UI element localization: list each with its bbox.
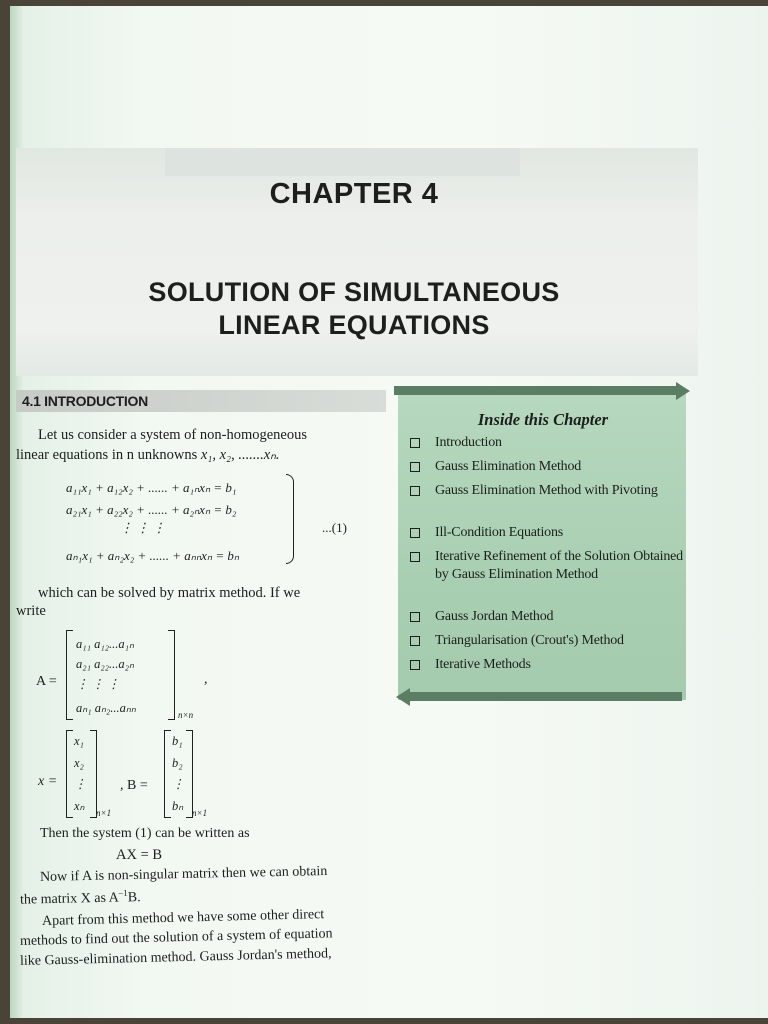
vector-b-right-bracket — [186, 730, 193, 818]
then-text: Then the system (1) can be written as — [40, 826, 250, 841]
matrix-a-comma: , — [204, 672, 208, 687]
toc-item-gauss-pivoting[interactable] — [410, 482, 690, 500]
toc-item-label: Iterative Refinement of the Solution Obtained by Gauss Elimination Method — [435, 549, 683, 582]
matrix-text-line1: which can be solved by matrix method. If we — [38, 585, 301, 601]
apart-line3: like Gauss-elimination method. Gauss Jordan's method, — [19, 946, 332, 969]
equation-row-n: aₙ₁x₁ + aₙ₂x₂ + ...... + aₙₙxₙ = bₙ — [66, 548, 240, 563]
vector-x-row-2: x₂ — [74, 756, 84, 770]
chapter-title — [10, 276, 698, 342]
intro-line1: Let us consider a system of non-homogeneous — [38, 427, 308, 443]
vector-b-row-3: ⋮ — [172, 777, 185, 791]
vector-x-row-3: ⋮ — [74, 777, 87, 791]
matrix-a-label: A = — [36, 674, 57, 689]
checkbox-icon — [410, 462, 420, 472]
vector-x-size: n×1 — [96, 808, 112, 818]
checkbox-icon — [410, 486, 420, 496]
equation-row-2: a₂₁x₁ + a₂₂x₂ + ...... + a₂ₙxₙ = b₂ — [66, 502, 237, 517]
vector-b-row-1: b₁ — [172, 734, 183, 748]
vector-b-left-bracket — [164, 730, 171, 818]
vector-x-right-bracket — [90, 730, 97, 818]
textbook-page — [10, 6, 768, 1018]
top-arrow-bar — [394, 386, 678, 395]
equation-row-dots: ⋮ ⋮ ⋮ — [120, 520, 166, 535]
equation-brace — [286, 474, 294, 564]
inverse-exponent: –1 — [118, 887, 128, 898]
checkbox-icon — [410, 612, 420, 622]
vector-x-row-1: x₁ — [74, 734, 84, 748]
arrow-right-icon — [676, 382, 690, 400]
arrow-left-icon — [396, 688, 410, 706]
matrix-a-row-2: a₂₁ a₂₂...a₂ₙ — [76, 657, 134, 671]
toc-item-label: Gauss Elimination Method — [435, 459, 582, 474]
chapter-header-tab — [165, 148, 520, 176]
vector-b-row-2: b₂ — [172, 756, 183, 770]
toc-item-label: Ill-Condition Equations — [435, 525, 564, 540]
apart-line2: methods to find out the solution of a system of equation — [19, 926, 333, 949]
toc-item-triangularisation[interactable] — [410, 632, 690, 650]
matrix-a-size: n×n — [178, 710, 194, 720]
nonsingular-line1: Now if A is non-singular matrix then we can obtain — [39, 863, 328, 885]
intro-line2-text: linear equations in n unknowns — [16, 447, 201, 463]
checkbox-icon — [410, 552, 420, 562]
vector-b-row-4: bₙ — [172, 799, 184, 813]
equation-number: ...(1) — [322, 520, 347, 535]
toc-item-label: Triangularisation (Crout's) Method — [435, 633, 624, 648]
checkbox-icon — [410, 636, 420, 646]
matrix-a-left-bracket — [66, 630, 73, 720]
section-heading: 4.1 INTRODUCTION — [16, 390, 386, 412]
nonsingular-line2 — [20, 883, 141, 909]
matrix-a-row-4: aₙ₁ aₙ₂...aₙₙ — [76, 701, 136, 715]
apart-line1: Apart from this method we have some other direct — [41, 907, 325, 929]
toc-item-gauss-jordan[interactable] — [410, 608, 690, 626]
vector-x-label: x = — [38, 774, 58, 789]
intro-line2 — [16, 446, 396, 465]
inside-chapter-title: Inside this Chapter — [477, 410, 609, 429]
checkbox-icon — [410, 438, 420, 448]
vector-x-left-bracket — [66, 730, 73, 818]
equation-row-1: a₁₁x₁ + a₁₂x₂ + ...... + a₁ₙxₙ = b₁ — [66, 480, 237, 495]
intro-unknowns: x₁, x₂, .......xₙ. — [200, 447, 280, 463]
toc-item-introduction[interactable] — [410, 434, 690, 452]
toc-item-iterative-methods[interactable] — [410, 656, 690, 674]
matrix-a-row-1: a₁₁ a₁₂...a₁ₙ — [76, 637, 134, 651]
vector-b-label: , B = — [120, 778, 148, 793]
toc-item-label: Introduction — [435, 435, 502, 450]
toc-item-ill-condition[interactable] — [410, 524, 690, 542]
matrix-a-right-bracket — [168, 630, 175, 720]
chapter-title-line2: LINEAR EQUATIONS — [218, 310, 490, 340]
nonsingular-text: the matrix X as A — [19, 890, 119, 908]
vector-b-size: n×1 — [192, 808, 208, 818]
nonsingular-end: B. — [127, 890, 141, 906]
bottom-arrow-bar — [410, 692, 682, 701]
chapter-label: CHAPTER 4 — [269, 178, 439, 210]
checkbox-icon — [410, 528, 420, 538]
toc-item-gauss-elimination[interactable] — [410, 458, 690, 476]
ax-equals-b: AX = B — [116, 847, 163, 863]
chapter-title-line1: SOLUTION OF SIMULTANEOUS — [148, 277, 560, 307]
toc-item-iterative-refinement[interactable] — [410, 548, 690, 583]
matrix-a-row-3: ⋮ ⋮ ⋮ — [76, 677, 120, 691]
vector-x-row-4: xₙ — [74, 799, 85, 813]
toc-item-label: Gauss Jordan Method — [435, 609, 554, 624]
matrix-text-line2: write — [16, 603, 46, 619]
toc-item-label: Gauss Elimination Method with Pivoting — [435, 483, 658, 498]
checkbox-icon — [410, 660, 420, 670]
toc-item-label: Iterative Methods — [435, 657, 531, 672]
